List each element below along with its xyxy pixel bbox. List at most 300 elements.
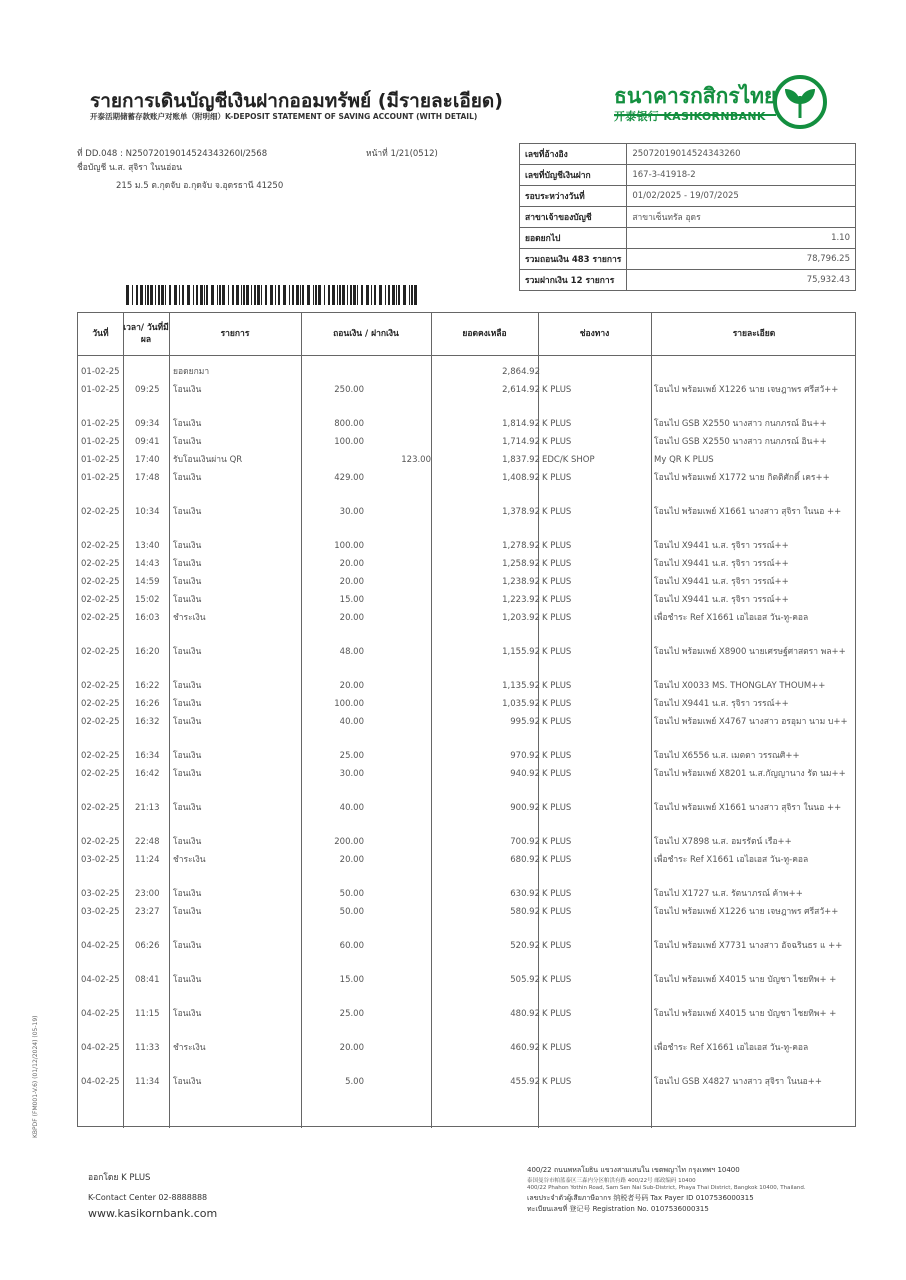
row-channel: K PLUS: [542, 613, 572, 623]
column-header-detail: รายละเอียด: [732, 329, 776, 339]
row-balance: 480.92: [510, 1009, 540, 1019]
barcode-bar: [350, 285, 352, 305]
row-time: 11:33: [135, 1043, 160, 1053]
row-date: 04-02-25: [81, 1009, 120, 1019]
row-date: 01-02-25: [81, 419, 120, 429]
row-description: โอนเงิน: [173, 751, 202, 761]
row-date: 03-02-25: [81, 907, 120, 917]
row-channel: K PLUS: [542, 595, 572, 605]
row-withdrawal: 50.00: [339, 907, 364, 917]
summary-label: รวมถอนเงิน 483 รายการ: [520, 249, 627, 270]
info-value: 167-3-41918-2: [627, 165, 856, 186]
row-description: ชำระเงิน: [173, 855, 206, 865]
row-balance: 1,238.92: [502, 577, 540, 587]
row-time: 17:48: [135, 473, 160, 483]
row-description: โอนเงิน: [173, 803, 202, 813]
row-balance: 1,837.92: [502, 455, 540, 465]
row-withdrawal: 20.00: [339, 1043, 364, 1053]
row-date: 01-02-25: [81, 473, 120, 483]
barcode-bar: [332, 285, 335, 305]
row-balance: 995.92: [510, 717, 540, 727]
row-channel: K PLUS: [542, 1077, 572, 1087]
barcode-bar: [366, 285, 369, 305]
barcode: [126, 285, 418, 305]
row-time: 23:27: [135, 907, 160, 917]
row-withdrawal: 20.00: [339, 613, 364, 623]
column-header-time: เวลา/ วันที่มีผล: [123, 323, 169, 345]
row-description: โอนเงิน: [173, 577, 202, 587]
row-detail: โอนไป X9441 น.ส. รุจิรา วรรณ์++: [654, 559, 789, 569]
row-withdrawal: 40.00: [339, 717, 364, 727]
row-time: 15:02: [135, 595, 160, 605]
row-detail: My QR K PLUS: [654, 455, 714, 465]
transactions-table: [77, 312, 856, 1127]
info-row: [520, 207, 856, 228]
barcode-bar: [204, 285, 205, 305]
row-time: 16:42: [135, 769, 160, 779]
row-detail: โอนไป พร้อมเพย์ X1226 นาย เจษฎาพร ศรีสวั++: [654, 385, 839, 395]
row-date: 02-02-25: [81, 803, 120, 813]
barcode-bar: [228, 285, 229, 305]
row-date: 02-02-25: [81, 837, 120, 847]
barcode-bar: [140, 285, 143, 305]
info-value: 25072019014524343260: [627, 144, 856, 165]
row-time: 14:59: [135, 577, 160, 587]
barcode-bar: [219, 285, 221, 305]
row-date: 01-02-25: [81, 385, 120, 395]
issued-by: ออกโดย K PLUS: [88, 1173, 151, 1183]
barcode-bar: [300, 285, 301, 305]
column-header-date: วันที่: [92, 329, 109, 339]
row-date: 03-02-25: [81, 889, 120, 899]
row-detail: โอนไป X6556 น.ส. เมตตา วรรณศิ++: [654, 751, 800, 761]
row-time: 08:41: [135, 975, 160, 985]
row-detail: โอนไป X1727 น.ส. รัตนาภรณ์ ค้าพ++: [654, 889, 803, 899]
bank-address-cn: 泰国曼谷市帕蓝泰区三森内分区帕洪有路 400/22号 邮政编码 10400: [527, 1178, 696, 1184]
info-label: เลขที่บัญชีเงินฝาก: [520, 165, 627, 186]
row-date: 04-02-25: [81, 1043, 120, 1053]
row-time: 10:34: [135, 507, 160, 517]
row-withdrawal: 20.00: [339, 559, 364, 569]
row-detail: โอนไป พร้อมเพย์ X4015 นาย บัญชา ไชยทิพ+ +: [654, 975, 837, 985]
summary-label: รวมฝากเงิน 12 รายการ: [520, 270, 627, 291]
summary-row: [520, 228, 856, 249]
barcode-bar: [337, 285, 338, 305]
barcode-bar: [132, 285, 133, 305]
row-withdrawal: 20.00: [339, 577, 364, 587]
barcode-bar: [200, 285, 203, 305]
row-detail: เพื่อชำระ Ref X1661 เอไอเอส วัน-ทู-คอล: [654, 613, 809, 623]
row-detail: เพื่อชำระ Ref X1661 เอไอเอส วัน-ทู-คอล: [654, 1043, 809, 1053]
row-withdrawal: 40.00: [339, 803, 364, 813]
summary-value: 1.10: [627, 228, 856, 249]
statement-subtitle: 开泰活期储蓄存款账户对账单（附明细）K-DEPOSIT STATEMENT OF SAVING ACCOUNT (WITH DETAIL): [90, 112, 478, 121]
row-balance: 1,258.92: [502, 559, 540, 569]
column-header-amount: ถอนเงิน / ฝากเงิน: [333, 329, 399, 339]
barcode-bar: [302, 285, 304, 305]
column-header-balance: ยอดคงเหลือ: [462, 329, 507, 339]
row-withdrawal: 25.00: [339, 1009, 364, 1019]
row-withdrawal: 250.00: [334, 385, 364, 395]
row-withdrawal: 100.00: [334, 541, 364, 551]
row-balance: 1,223.92: [502, 595, 540, 605]
info-row: [520, 144, 856, 165]
row-channel: K PLUS: [542, 473, 572, 483]
row-detail: โอนไป X9441 น.ส. รุจิรา วรรณ์++: [654, 595, 789, 605]
row-detail: โอนไป พร้อมเพย์ X1661 นางสาว สุจิรา ในนอ ++: [654, 803, 842, 813]
page-number: หน้าที่ 1/21(0512): [366, 149, 438, 159]
barcode-bar: [254, 285, 256, 305]
row-channel: K PLUS: [542, 941, 572, 951]
info-value: 01/02/2025 - 19/07/2025: [627, 186, 856, 207]
info-label: สาขาเจ้าของบัญชี: [520, 207, 627, 228]
summary-row: [520, 249, 856, 270]
barcode-bar: [339, 285, 341, 305]
row-time: 09:34: [135, 419, 160, 429]
row-time: 11:15: [135, 1009, 160, 1019]
barcode-bar: [147, 285, 149, 305]
row-balance: 520.92: [510, 941, 540, 951]
barcode-bar: [347, 285, 348, 305]
barcode-bar: [275, 285, 276, 305]
row-detail: โอนไป X9441 น.ส. รุจิรา วรรณ์++: [654, 699, 789, 709]
summary-value: 75,932.43: [627, 270, 856, 291]
row-detail: โอนไป พร้อมเพย์ X8201 น.ส.กัญญานาง รัต นม++: [654, 769, 846, 779]
barcode-bar: [222, 285, 225, 305]
barcode-bar: [270, 285, 273, 305]
row-channel: K PLUS: [542, 837, 572, 847]
row-withdrawal: 800.00: [334, 419, 364, 429]
row-description: โอนเงิน: [173, 699, 202, 709]
barcode-bar: [313, 285, 314, 305]
row-channel: K PLUS: [542, 437, 572, 447]
row-withdrawal: 20.00: [339, 681, 364, 691]
row-description: โอนเงิน: [173, 681, 202, 691]
row-time: 21:13: [135, 803, 160, 813]
row-balance: 1,155.92: [502, 647, 540, 657]
row-description: โอนเงิน: [173, 975, 202, 985]
row-withdrawal: 5.00: [345, 1077, 364, 1087]
row-detail: โอนไป พร้อมเพย์ X1772 นาย กิตติศักดิ์ เคร++: [654, 473, 830, 483]
row-description: ชำระเงิน: [173, 1043, 206, 1053]
row-balance: 630.92: [510, 889, 540, 899]
row-channel: K PLUS: [542, 769, 572, 779]
barcode-bar: [217, 285, 218, 305]
row-detail: โอนไป GSB X2550 นางสาว กนกภรณ์ อิน++: [654, 419, 827, 429]
info-row: [520, 186, 856, 207]
row-description: รับโอนเงินผ่าน QR: [173, 455, 243, 465]
row-withdrawal: 50.00: [339, 889, 364, 899]
row-channel: K PLUS: [542, 717, 572, 727]
row-date: 04-02-25: [81, 975, 120, 985]
barcode-bar: [292, 285, 294, 305]
row-balance: 1,135.92: [502, 681, 540, 691]
row-withdrawal: 60.00: [339, 941, 364, 951]
row-balance: 460.92: [510, 1043, 540, 1053]
row-balance: 2,864.92: [502, 367, 540, 377]
row-date: 02-02-25: [81, 577, 120, 587]
bank-name-th: ธนาคารกสิกรไทย: [614, 80, 776, 116]
barcode-bar: [179, 285, 180, 305]
row-time: 17:40: [135, 455, 160, 465]
row-date: 02-02-25: [81, 681, 120, 691]
barcode-bar: [236, 285, 239, 305]
row-description: โอนเงิน: [173, 889, 202, 899]
barcode-bar: [196, 285, 198, 305]
row-withdrawal: 15.00: [339, 975, 364, 985]
row-time: 11:34: [135, 1077, 160, 1087]
barcode-bar: [155, 285, 156, 305]
row-balance: 580.92: [510, 907, 540, 917]
row-detail: โอนไป พร้อมเพย์ X7731 นางสาว อัจฉรินธร แ ++: [654, 941, 843, 951]
registration-number: ทะเบียนเลขที่ 登记号 Registration No. 0107536000315: [527, 1205, 709, 1213]
row-description: โอนเงิน: [173, 907, 202, 917]
barcode-bar: [182, 285, 184, 305]
column-divider: [123, 313, 124, 1128]
row-date: 02-02-25: [81, 559, 120, 569]
row-channel: K PLUS: [542, 681, 572, 691]
barcode-bar: [251, 285, 252, 305]
barcode-bar: [388, 285, 390, 305]
row-time: 09:41: [135, 437, 160, 447]
row-balance: 680.92: [510, 855, 540, 865]
info-row: [520, 165, 856, 186]
row-channel: K PLUS: [542, 751, 572, 761]
column-divider: [301, 313, 302, 1128]
row-balance: 2,614.92: [502, 385, 540, 395]
barcode-bar: [243, 285, 245, 305]
row-date: 02-02-25: [81, 699, 120, 709]
row-balance: 455.92: [510, 1077, 540, 1087]
row-description: ยอดยกมา: [173, 367, 210, 377]
row-detail: โอนไป GSB X2550 นางสาว กนกภรณ์ อิน++: [654, 437, 827, 447]
barcode-bar: [283, 285, 286, 305]
row-withdrawal: 30.00: [339, 769, 364, 779]
row-channel: EDC/K SHOP: [542, 455, 595, 465]
barcode-bar: [342, 285, 345, 305]
row-channel: K PLUS: [542, 1043, 572, 1053]
row-detail: โอนไป พร้อมเพย์ X1661 นางสาว สุจิรา ในนอ ++: [654, 507, 842, 517]
row-time: 13:40: [135, 541, 160, 551]
row-description: โอนเงิน: [173, 769, 202, 779]
row-balance: 900.92: [510, 803, 540, 813]
row-time: 16:26: [135, 699, 160, 709]
row-date: 02-02-25: [81, 751, 120, 761]
row-date: 02-02-25: [81, 647, 120, 657]
row-balance: 1,814.92: [502, 419, 540, 429]
barcode-bar: [403, 285, 406, 305]
document-reference: ที่ DD.048 : N25072019014524343260I/2568: [77, 149, 268, 159]
row-time: 16:34: [135, 751, 160, 761]
barcode-bar: [261, 285, 262, 305]
tax-payer-id: เลขประจำตัวผู้เสียภาษีอากร 纳税者号码 Tax Payer ID 0107536000315: [527, 1194, 754, 1202]
row-description: โอนเงิน: [173, 717, 202, 727]
row-description: โอนเงิน: [173, 1077, 202, 1087]
row-balance: 1,035.92: [502, 699, 540, 709]
row-channel: K PLUS: [542, 699, 572, 709]
bank-name-en: 开泰银行 KASIKORNBANK: [614, 110, 766, 123]
barcode-bar: [206, 285, 208, 305]
barcode-bar: [396, 285, 397, 305]
row-description: โอนเงิน: [173, 437, 202, 447]
barcode-bar: [357, 285, 358, 305]
row-withdrawal: 20.00: [339, 855, 364, 865]
row-channel: K PLUS: [542, 889, 572, 899]
row-balance: 700.92: [510, 837, 540, 847]
barcode-bar: [398, 285, 400, 305]
barcode-bar: [158, 285, 160, 305]
row-channel: K PLUS: [542, 419, 572, 429]
barcode-bar: [296, 285, 299, 305]
row-time: 23:00: [135, 889, 160, 899]
column-divider: [431, 313, 432, 1128]
summary-label: ยอดยกไป: [520, 228, 627, 249]
account-info-table: [519, 143, 856, 291]
row-balance: 940.92: [510, 769, 540, 779]
website-link[interactable]: www.kasikornbank.com: [88, 1207, 218, 1220]
barcode-bar: [246, 285, 249, 305]
row-detail: โอนไป X9441 น.ส. รุจิรา วรรณ์++: [654, 541, 789, 551]
row-description: โอนเงิน: [173, 507, 202, 517]
barcode-bar: [187, 285, 190, 305]
row-date: 02-02-25: [81, 717, 120, 727]
row-channel: K PLUS: [542, 385, 572, 395]
barcode-bar: [385, 285, 386, 305]
row-channel: K PLUS: [542, 559, 572, 569]
row-balance: 1,714.92: [502, 437, 540, 447]
info-value: สาขาเซ็นทรัล อุดร: [627, 207, 856, 228]
barcode-bar: [232, 285, 234, 305]
barcode-bar: [379, 285, 382, 305]
statement-title: รายการเดินบัญชีเงินฝากออมทรัพย์ (มีรายละเอียด): [90, 90, 503, 112]
barcode-bar: [265, 285, 267, 305]
account-name: ชื่อบัญชี น.ส. สุจิรา ในนอ่อน: [77, 163, 183, 173]
row-channel: K PLUS: [542, 577, 572, 587]
row-detail: โอนไป พร้อมเพย์ X8900 นายเศรษฐ์ศาสตรา พล++: [654, 647, 846, 657]
barcode-bar: [150, 285, 153, 305]
row-time: 11:24: [135, 855, 160, 865]
barcode-bar: [126, 285, 129, 305]
row-date: 02-02-25: [81, 769, 120, 779]
header-divider: [78, 355, 855, 356]
barcode-bar: [324, 285, 325, 305]
row-channel: K PLUS: [542, 507, 572, 517]
row-description: โอนเงิน: [173, 385, 202, 395]
row-date: 04-02-25: [81, 941, 120, 951]
form-code: KBPDF (FM001-V.6) (01/12/2024) (05-19): [32, 1015, 39, 1138]
row-detail: โอนไป X7898 น.ส. อมรรัตน์ เรือ++: [654, 837, 792, 847]
row-date: 02-02-25: [81, 507, 120, 517]
row-time: 09:25: [135, 385, 160, 395]
row-withdrawal: 25.00: [339, 751, 364, 761]
row-withdrawal: 200.00: [334, 837, 364, 847]
summary-row: [520, 270, 856, 291]
barcode-bar: [211, 285, 214, 305]
barcode-bar: [136, 285, 138, 305]
column-header-channel: ช่องทาง: [579, 329, 610, 339]
row-detail: โอนไป X0033 MS. THONGLAY THOUM++: [654, 681, 826, 691]
row-balance: 970.92: [510, 751, 540, 761]
barcode-bar: [161, 285, 164, 305]
column-divider: [169, 313, 170, 1128]
row-description: โอนเงิน: [173, 837, 202, 847]
row-description: ชำระเงิน: [173, 613, 206, 623]
row-date: 01-02-25: [81, 455, 120, 465]
row-detail: โอนไป พร้อมเพย์ X1226 นาย เจษฎาพร ศรีสวั++: [654, 907, 839, 917]
account-address: 215 ม.5 ต.กุดจับ อ.กุดจับ จ.อุดรธานี 41250: [116, 181, 284, 191]
row-time: 16:22: [135, 681, 160, 691]
row-withdrawal: 100.00: [334, 699, 364, 709]
bank-address-th: 400/22 ถนนพหลโยธิน แขวงสามเสนใน เขตพญาไท กรุงเทพฯ 10400: [527, 1166, 740, 1174]
row-description: โอนเงิน: [173, 559, 202, 569]
row-withdrawal: 48.00: [339, 647, 364, 657]
row-balance: 1,278.92: [502, 541, 540, 551]
row-withdrawal: 100.00: [334, 437, 364, 447]
barcode-bar: [193, 285, 194, 305]
row-date: 01-02-25: [81, 367, 120, 377]
row-date: 02-02-25: [81, 613, 120, 623]
row-withdrawal: 429.00: [334, 473, 364, 483]
row-time: 16:03: [135, 613, 160, 623]
barcode-bar: [315, 285, 317, 305]
info-label: เลขที่อ้างอิง: [520, 144, 627, 165]
row-channel: K PLUS: [542, 975, 572, 985]
row-detail: เพื่อชำระ Ref X1661 เอไอเอส วัน-ทู-คอล: [654, 855, 809, 865]
row-description: โอนเงิน: [173, 941, 202, 951]
row-time: 16:20: [135, 647, 160, 657]
barcode-bar: [414, 285, 417, 305]
row-withdrawal: 30.00: [339, 507, 364, 517]
barcode-bar: [165, 285, 166, 305]
barcode-bar: [318, 285, 321, 305]
row-detail: โอนไป พร้อมเพย์ X4015 นาย บัญชา ไชยทิพ+ +: [654, 1009, 837, 1019]
row-date: 02-02-25: [81, 541, 120, 551]
contact-center: K-Contact Center 02-8888888: [88, 1193, 208, 1202]
row-date: 04-02-25: [81, 1077, 120, 1087]
barcode-bar: [371, 285, 372, 305]
row-balance: 1,203.92: [502, 613, 540, 623]
barcode-bar: [409, 285, 410, 305]
row-date: 01-02-25: [81, 437, 120, 447]
row-channel: K PLUS: [542, 1009, 572, 1019]
row-time: 22:48: [135, 837, 160, 847]
row-detail: โอนไป GSB X4827 นางสาว สุจิรา ในนอ++: [654, 1077, 823, 1087]
row-channel: K PLUS: [542, 647, 572, 657]
row-date: 03-02-25: [81, 855, 120, 865]
row-description: โอนเงิน: [173, 541, 202, 551]
row-channel: K PLUS: [542, 541, 572, 551]
column-divider: [651, 313, 652, 1128]
barcode-bar: [257, 285, 260, 305]
row-channel: K PLUS: [542, 907, 572, 917]
barcode-bar: [361, 285, 363, 305]
barcode-bar: [411, 285, 413, 305]
info-label: รอบระหว่างวันที่: [520, 186, 627, 207]
column-header-description: รายการ: [220, 329, 250, 339]
barcode-bar: [174, 285, 177, 305]
row-channel: K PLUS: [542, 855, 572, 865]
barcode-bar: [289, 285, 290, 305]
summary-value: 78,796.25: [627, 249, 856, 270]
barcode-bar: [392, 285, 395, 305]
barcode-bar: [374, 285, 376, 305]
barcode-bar: [353, 285, 356, 305]
row-deposit: 123.00: [401, 455, 431, 465]
barcode-bar: [328, 285, 330, 305]
barcode-bar: [145, 285, 146, 305]
row-description: โอนเงิน: [173, 473, 202, 483]
barcode-bar: [169, 285, 171, 305]
